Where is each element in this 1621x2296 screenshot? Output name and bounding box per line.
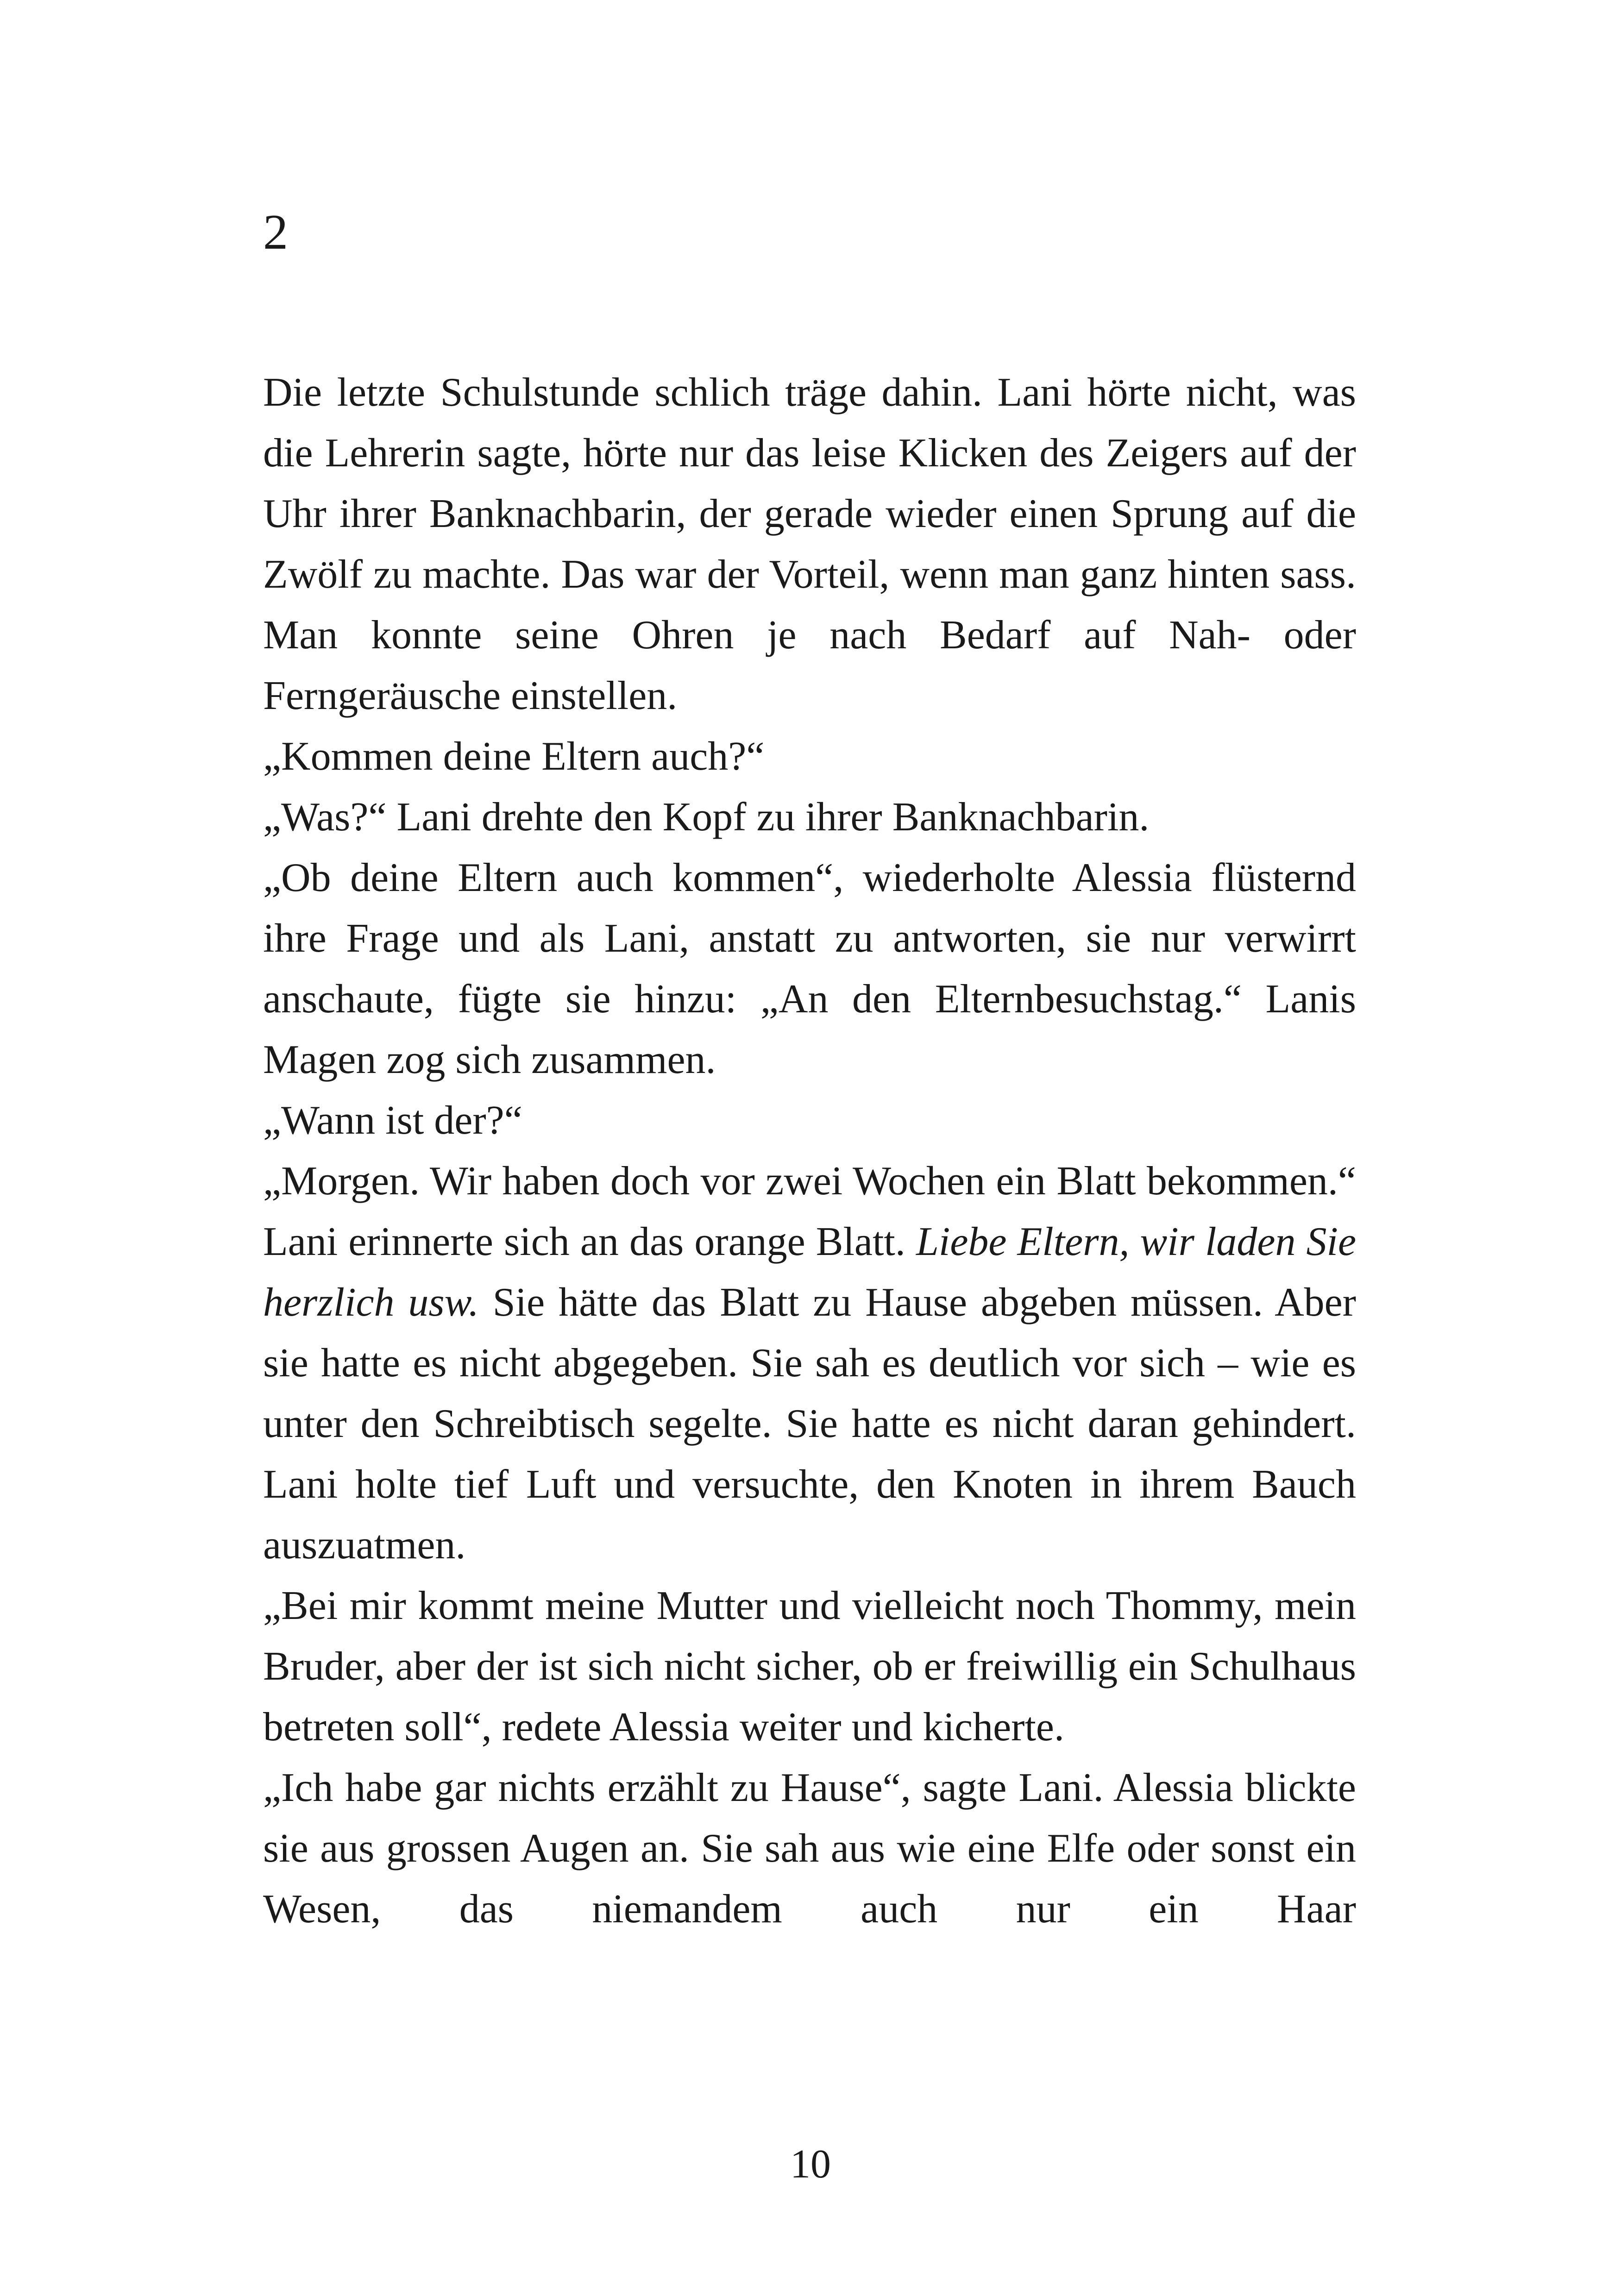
chapter-number: 2 xyxy=(263,205,288,260)
paragraph: „Wann ist der?“ xyxy=(263,1098,522,1143)
paragraph: „Ich habe gar nichts erzählt zu Hause“, sagte Lani. Alessia blickte sie aus grossen Augen an. Sie sah aus wie eine Elfe oder sonst ein Wesen, das niemandem auch nur ein Haar xyxy=(263,1765,1356,1932)
paragraph-text: Sie hätte das Blatt zu Hause abgeben müssen. Aber sie hatte es nicht abgegeben. Sie sah es deutlich vor sich – wie es unter den Schreibtisch segelte. Sie hatte es nicht daran gehindert. Lani holte tief Luft und versuchte, den Knoten in ihrem Bauch auszuatmen. xyxy=(263,1280,1357,1568)
paragraph: „Was?“ Lani drehte den Kopf zu ihrer Banknachbarin. xyxy=(263,795,1150,840)
body-text xyxy=(263,362,1356,1939)
paragraph xyxy=(263,1151,1356,1575)
paragraph: „Kommen deine Eltern auch?“ xyxy=(263,734,765,779)
paragraph: „Bei mir kommt meine Mutter und vielleicht noch Thommy, mein Bruder, aber der ist sich nicht sicher, ob er freiwillig ein Schulhaus betreten soll“, redete Alessia weiter und kicherte. xyxy=(263,1583,1356,1750)
page-number: 10 xyxy=(790,2142,831,2187)
italic-quote: Liebe Eltern, wir laden Sie herzlich usw. xyxy=(263,1219,1357,1325)
paragraph-text: „Morgen. Wir haben doch vor zwei Wochen ein Blatt bekommen.“ Lani erinnerte sich an das orange Blatt. xyxy=(263,1159,1356,1264)
paragraph: „Ob deine Eltern auch kommen“, wiederholte Alessia flüsternd ihre Frage und als Lani, anstatt zu antworten, sie nur verwirrt anschaute, fügte sie hinzu: „An den Elternbesuchstag.“ Lanis Magen zog sich zusammen. xyxy=(263,855,1356,1082)
paragraph: Die letzte Schulstunde schlich träge dahin. Lani hörte nicht, was die Lehrerin sagte, hörte nur das leise Klicken des Zeigers auf der Uhr ihrer Banknachbarin, der gerade wieder einen Sprung auf die Zwölf zu machte. Das war der Vorteil, wenn man ganz hinten sass. Man konnte seine Ohren je nach Bedarf auf Nah- oder Ferngeräusche einstellen. xyxy=(263,370,1356,718)
